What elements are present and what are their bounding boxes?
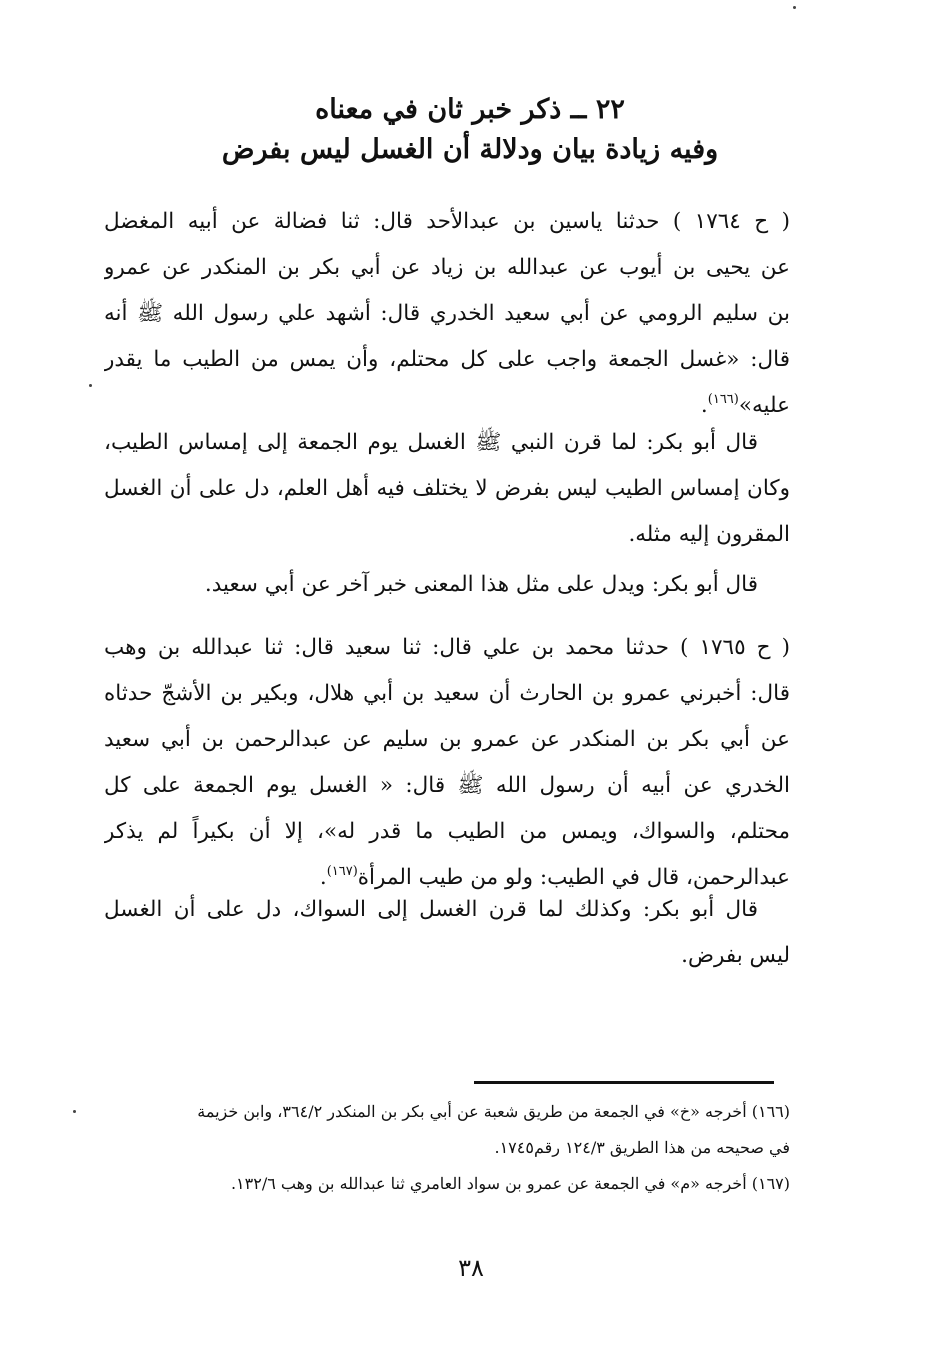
paragraph-line: ليس بفرض. bbox=[681, 943, 790, 968]
paragraph-line: وكان إمساس الطيب ليس بفرض لا يختلف فيه أهل العلم، دل على أن الغسل bbox=[104, 476, 790, 501]
scan-speck bbox=[73, 1110, 76, 1113]
footnote-167 bbox=[104, 1166, 790, 1202]
paragraph-line: قال: «غسل الجمعة واجب على كل محتلم، وأن يمس من الطيب ما يقدر bbox=[104, 347, 790, 372]
paragraph-line: قال أبو بكر: وكذلك لما قرن الغسل إلى السواك، دل على أن الغسل bbox=[104, 897, 758, 922]
sentence-end: . bbox=[700, 393, 708, 418]
paragraph-line: قال: أخبرني عمرو بن الحارث أن سعيد بن أبي هلال، وبكير بن الأشجّ حدثاه bbox=[104, 681, 790, 706]
paragraph-line: ( ح ١٧٦٥ ) حدثنا محمد بن علي قال: ثنا سعيد قال: ثنا عبدالله بن وهب bbox=[104, 635, 790, 660]
paragraph-line-text: عليه» bbox=[738, 393, 790, 418]
paragraph-line: محتلم، والسواك، ويمس من الطيب ما قدر له»، إلا أن بكيراً لم يذكر bbox=[104, 819, 790, 844]
paragraph-line: المقرون إليه مثله. bbox=[628, 522, 790, 547]
commentary-paragraph-3 bbox=[104, 887, 790, 979]
footnote-line: (١٦٦) أخرجه «خ» في الجمعة من طريق شعبة عن أبي بكر بن المنكدر ٣٦٤/٢، وابن خزيمة bbox=[197, 1102, 790, 1121]
chapter-heading-line-1: ٢٢ ــ ذكر خبر ثان في معناه bbox=[315, 94, 625, 125]
commentary-paragraph-1 bbox=[104, 420, 790, 558]
paragraph-line: قال أبو بكر: لما قرن النبي ﷺ الغسل يوم الجمعة إلى إمساس الطيب، bbox=[104, 430, 758, 455]
paragraph-line: بن سليم الرومي عن أبي سعيد الخدري قال: أشهد علي رسول الله ﷺ أنه bbox=[104, 301, 790, 326]
sentence-end: . bbox=[319, 865, 327, 890]
commentary-paragraph-2 bbox=[104, 562, 790, 608]
paragraph-line: قال أبو بكر: ويدل على مثل هذا المعنى خبر آخر عن أبي سعيد. bbox=[204, 572, 758, 597]
footnote-reference: (١٦٧) bbox=[326, 864, 358, 879]
footnote-line: في صحيحه من هذا الطريق ١٢٤/٣ رقم١٧٤٥. bbox=[494, 1138, 790, 1157]
footnote-separator bbox=[474, 1081, 774, 1084]
paragraph-line-text: عبدالرحمن، قال في الطيب: ولو من طيب المرأة bbox=[357, 865, 790, 890]
paragraph-line: عن أبي بكر بن المنكدر عن عمرو بن سليم عن عبدالرحمن بن أبي سعيد bbox=[104, 727, 790, 752]
paragraph-line: الخدري عن أبيه أن رسول الله ﷺ قال: « الغسل يوم الجمعة على كل bbox=[104, 773, 790, 798]
hadith-1764-paragraph bbox=[104, 199, 790, 429]
chapter-heading-line-2: وفيه زيادة بيان ودلالة أن الغسل ليس بفرض bbox=[221, 134, 719, 165]
paragraph-line: عن يحيى بن أيوب عن عبدالله بن زياد عن أبي بكر بن المنكدر عن عمرو bbox=[104, 255, 790, 280]
page-number: ٣٨ bbox=[458, 1254, 484, 1282]
footnote-reference: (١٦٦) bbox=[707, 392, 739, 407]
paragraph-line: ( ح ١٧٦٤ ) حدثنا ياسين بن عبدالأحد قال: ثنا فضالة عن أبيه المغضل bbox=[104, 209, 790, 234]
hadith-1765-paragraph bbox=[104, 625, 790, 901]
scan-speck bbox=[793, 6, 796, 9]
footnote-line: (١٦٧) أخرجه «م» في الجمعة عن عمرو بن سواد العامري ثنا عبدالله بن وهب ١٣٢/٦. bbox=[230, 1174, 790, 1193]
scan-speck bbox=[89, 384, 92, 387]
footnote-166 bbox=[104, 1094, 790, 1166]
chapter-heading bbox=[120, 90, 820, 170]
